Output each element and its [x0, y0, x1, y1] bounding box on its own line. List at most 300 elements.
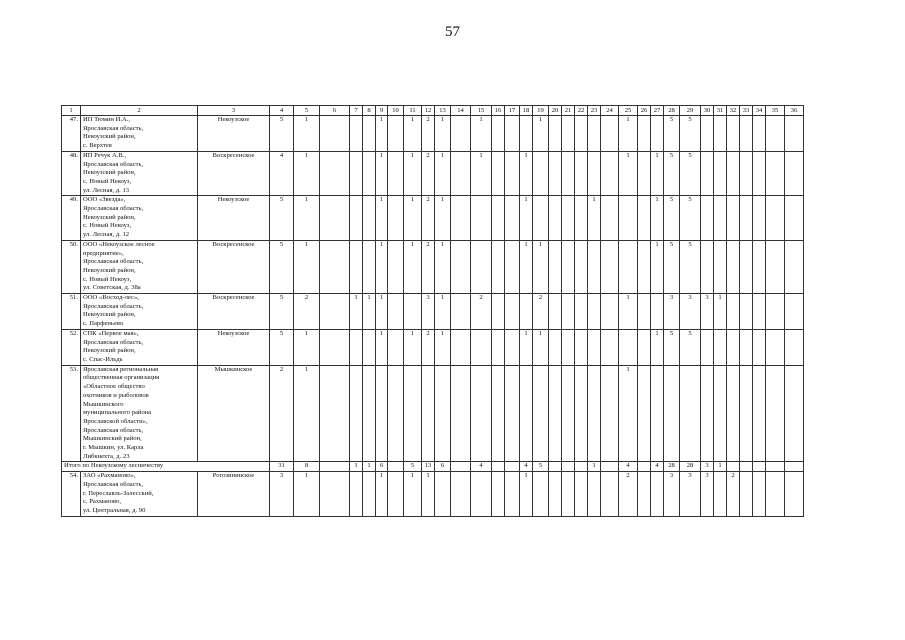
value-cell — [451, 240, 471, 293]
value-cell — [350, 329, 363, 365]
value-cell: 1 — [533, 240, 549, 293]
organization-cell — [81, 151, 198, 196]
value-cell: 2 — [270, 365, 294, 462]
value-cell: 1 — [376, 472, 388, 517]
organization-line: Некоузский район, — [83, 311, 136, 319]
value-cell — [388, 472, 404, 517]
value-cell: 1 — [376, 116, 388, 152]
district-cell: Рогозининское — [198, 472, 270, 517]
value-cell: 1 — [619, 116, 638, 152]
row-number: 48. — [62, 151, 81, 196]
header-cell: 35 — [766, 106, 785, 116]
value-cell — [422, 365, 435, 462]
value-cell: 2 — [422, 116, 435, 152]
value-cell: 1 — [363, 294, 376, 330]
value-cell — [753, 329, 766, 365]
organization-line: с. Рахманово, — [83, 498, 122, 506]
value-cell: 2 — [422, 151, 435, 196]
value-cell: 1 — [435, 151, 451, 196]
value-cell — [471, 329, 492, 365]
value-cell — [575, 240, 588, 293]
header-cell: 20 — [549, 106, 562, 116]
value-cell — [701, 329, 714, 365]
value-cell: 1 — [294, 240, 320, 293]
header-cell: 31 — [714, 106, 727, 116]
value-cell — [492, 116, 505, 152]
header-cell: 8 — [363, 106, 376, 116]
value-cell: 2 — [422, 329, 435, 365]
table-row — [62, 365, 804, 462]
value-cell — [562, 365, 575, 462]
value-cell: 1 — [294, 196, 320, 241]
value-cell — [388, 365, 404, 462]
district-cell: Некоузское — [198, 196, 270, 241]
value-cell: 4 — [270, 151, 294, 196]
value-cell: 1 — [404, 472, 422, 517]
value-cell: 1 — [404, 196, 422, 241]
value-cell: 5 — [270, 116, 294, 152]
value-cell — [492, 240, 505, 293]
header-row — [62, 106, 804, 116]
value-cell — [638, 151, 651, 196]
value-cell: 1 — [294, 472, 320, 517]
value-cell — [766, 462, 785, 472]
organization-line: охотников и рыболовов — [83, 391, 149, 399]
value-cell: 1 — [520, 472, 533, 517]
value-cell — [363, 151, 376, 196]
value-cell — [727, 329, 740, 365]
value-cell — [320, 294, 350, 330]
value-cell: 1 — [471, 151, 492, 196]
value-cell — [492, 365, 505, 462]
value-cell — [588, 329, 601, 365]
value-cell — [740, 151, 753, 196]
row-number: 51. — [62, 294, 81, 330]
organization-line: «Областное общество — [83, 383, 145, 391]
value-cell — [350, 151, 363, 196]
district-cell: Мышкинское — [198, 365, 270, 462]
organization-line: ИП Речук А.В., — [83, 151, 127, 159]
value-cell: 28 — [664, 462, 680, 472]
value-cell: 5 — [664, 151, 680, 196]
header-cell: 30 — [701, 106, 714, 116]
value-cell — [766, 329, 785, 365]
value-cell — [451, 329, 471, 365]
value-cell — [533, 151, 549, 196]
value-cell — [638, 472, 651, 517]
value-cell: 1 — [294, 151, 320, 196]
value-cell — [753, 472, 766, 517]
organization-line: муниципального района — [83, 409, 152, 417]
header-cell: 18 — [520, 106, 533, 116]
value-cell — [727, 151, 740, 196]
value-cell — [363, 365, 376, 462]
value-cell — [785, 240, 804, 293]
value-cell — [451, 116, 471, 152]
organization-line: г. Переславль-Залесский, — [83, 489, 154, 497]
value-cell — [575, 329, 588, 365]
value-cell — [363, 472, 376, 517]
value-cell — [562, 294, 575, 330]
value-cell — [575, 365, 588, 462]
organization-line: с. Верхтея — [83, 142, 112, 150]
organization-line: ул. Центральная, д. 90 — [83, 506, 146, 514]
value-cell — [562, 329, 575, 365]
organization-cell — [81, 365, 198, 462]
organization-line: Некоузский район, — [83, 266, 136, 274]
header-cell: 10 — [388, 106, 404, 116]
value-cell — [588, 365, 601, 462]
value-cell — [785, 472, 804, 517]
table-row — [62, 240, 804, 293]
value-cell — [753, 196, 766, 241]
value-cell — [588, 151, 601, 196]
value-cell — [549, 151, 562, 196]
value-cell: 1 — [363, 462, 376, 472]
value-cell: 1 — [422, 472, 435, 517]
table-row — [62, 294, 804, 330]
header-cell: 34 — [753, 106, 766, 116]
header-cell: 23 — [588, 106, 601, 116]
value-cell: 5 — [664, 196, 680, 241]
value-cell — [549, 196, 562, 241]
row-number: 49. — [62, 196, 81, 241]
row-number: 53. — [62, 365, 81, 462]
value-cell — [651, 365, 664, 462]
value-cell: 1 — [435, 329, 451, 365]
organization-cell — [81, 116, 198, 152]
value-cell: 5 — [270, 329, 294, 365]
value-cell — [320, 196, 350, 241]
organization-line: ул. Лесная, д. 12 — [83, 231, 130, 239]
value-cell: 2 — [422, 240, 435, 293]
value-cell: 1 — [294, 365, 320, 462]
header-cell: 13 — [435, 106, 451, 116]
value-cell: 5 — [270, 294, 294, 330]
value-cell — [505, 151, 520, 196]
value-cell — [562, 196, 575, 241]
value-cell — [575, 196, 588, 241]
organization-line: ИП Тюмин И.А., — [83, 116, 131, 123]
header-cell: 16 — [492, 106, 505, 116]
value-cell — [575, 116, 588, 152]
value-cell — [785, 294, 804, 330]
value-cell: 3 — [422, 294, 435, 330]
header-cell: 3 — [198, 106, 270, 116]
value-cell — [520, 365, 533, 462]
header-cell: 21 — [562, 106, 575, 116]
organization-line: Некоузский район, — [83, 169, 136, 177]
value-cell: 1 — [533, 116, 549, 152]
value-cell — [505, 365, 520, 462]
value-cell: 3 — [701, 472, 714, 517]
organization-line: с. Спас-Ильдь — [83, 355, 123, 363]
value-cell: 2 — [533, 294, 549, 330]
value-cell — [505, 240, 520, 293]
value-cell — [435, 365, 451, 462]
value-cell — [785, 365, 804, 462]
value-cell: 1 — [404, 329, 422, 365]
value-cell — [664, 365, 680, 462]
value-cell — [471, 196, 492, 241]
header-cell: 28 — [664, 106, 680, 116]
table-row — [62, 196, 804, 241]
value-cell: 1 — [435, 116, 451, 152]
value-cell — [740, 116, 753, 152]
value-cell: 5 — [664, 329, 680, 365]
value-cell — [388, 196, 404, 241]
value-cell — [740, 329, 753, 365]
value-cell — [766, 472, 785, 517]
organization-line: предприятие», — [83, 249, 124, 257]
value-cell — [601, 151, 619, 196]
value-cell: 1 — [619, 151, 638, 196]
value-cell — [388, 240, 404, 293]
value-cell — [601, 116, 619, 152]
value-cell: 5 — [404, 462, 422, 472]
value-cell — [766, 365, 785, 462]
value-cell: 1 — [588, 196, 601, 241]
value-cell: 1 — [404, 151, 422, 196]
value-cell — [714, 329, 727, 365]
header-cell: 2 — [81, 106, 198, 116]
organization-cell — [81, 294, 198, 330]
value-cell — [505, 472, 520, 517]
value-cell — [740, 196, 753, 241]
value-cell — [766, 294, 785, 330]
value-cell — [601, 472, 619, 517]
value-cell — [785, 116, 804, 152]
value-cell — [404, 365, 422, 462]
value-cell — [562, 462, 575, 472]
value-cell: 2 — [294, 294, 320, 330]
value-cell: 4 — [520, 462, 533, 472]
value-cell — [753, 365, 766, 462]
value-cell — [785, 329, 804, 365]
value-cell — [638, 462, 651, 472]
value-cell — [714, 240, 727, 293]
value-cell: 1 — [376, 240, 388, 293]
header-cell: 17 — [505, 106, 520, 116]
value-cell: 3 — [680, 294, 701, 330]
value-cell — [363, 196, 376, 241]
value-cell: 2 — [619, 472, 638, 517]
value-cell — [601, 240, 619, 293]
value-cell — [533, 472, 549, 517]
value-cell — [520, 116, 533, 152]
value-cell — [601, 365, 619, 462]
value-cell — [533, 196, 549, 241]
header-cell: 33 — [740, 106, 753, 116]
value-cell — [651, 472, 664, 517]
value-cell — [451, 196, 471, 241]
value-cell — [575, 294, 588, 330]
value-cell: 3 — [680, 472, 701, 517]
value-cell: 13 — [422, 462, 435, 472]
value-cell — [701, 116, 714, 152]
value-cell — [619, 196, 638, 241]
organization-line: Мышкинского — [83, 400, 124, 408]
organization-line: с. Новый Некоуз, — [83, 222, 132, 230]
value-cell — [753, 116, 766, 152]
value-cell — [575, 472, 588, 517]
value-cell — [562, 116, 575, 152]
organization-line: Ярославская область, — [83, 124, 144, 132]
organization-line: Ярославская область, — [83, 258, 144, 266]
value-cell: 1 — [350, 462, 363, 472]
header-cell: 32 — [727, 106, 740, 116]
value-cell: 1 — [294, 116, 320, 152]
organization-line: Ярославской области», — [83, 417, 148, 425]
value-cell: 5 — [270, 240, 294, 293]
value-cell — [350, 196, 363, 241]
value-cell — [549, 116, 562, 152]
header-cell: 26 — [638, 106, 651, 116]
value-cell — [638, 329, 651, 365]
organization-line: Некоузский район, — [83, 213, 136, 221]
value-cell — [320, 151, 350, 196]
header-cell: 6 — [320, 106, 350, 116]
value-cell — [619, 329, 638, 365]
value-cell — [350, 116, 363, 152]
value-cell — [753, 294, 766, 330]
value-cell — [766, 116, 785, 152]
value-cell: 4 — [651, 462, 664, 472]
row-number: 50. — [62, 240, 81, 293]
value-cell — [451, 365, 471, 462]
value-cell — [404, 294, 422, 330]
value-cell: 1 — [714, 294, 727, 330]
header-cell: 12 — [422, 106, 435, 116]
value-cell — [638, 365, 651, 462]
value-cell: 1 — [714, 462, 727, 472]
value-cell — [601, 329, 619, 365]
value-cell — [492, 294, 505, 330]
value-cell: 31 — [270, 462, 294, 472]
value-cell — [588, 240, 601, 293]
value-cell — [785, 151, 804, 196]
value-cell: 2 — [727, 472, 740, 517]
value-cell — [588, 472, 601, 517]
district-cell: Некоузское — [198, 116, 270, 152]
organization-line: Ярославская региональная — [83, 365, 159, 373]
value-cell — [575, 151, 588, 196]
value-cell: 1 — [651, 196, 664, 241]
value-cell — [492, 196, 505, 241]
value-cell — [562, 151, 575, 196]
value-cell — [549, 294, 562, 330]
organization-line: Мышкинский район, — [83, 435, 142, 443]
value-cell — [740, 365, 753, 462]
organization-cell — [81, 196, 198, 241]
value-cell — [766, 196, 785, 241]
value-cell — [363, 329, 376, 365]
value-cell — [714, 196, 727, 241]
value-cell — [727, 294, 740, 330]
value-cell: 3 — [270, 472, 294, 517]
organization-line: ул. Советская, д. 38а — [83, 284, 141, 292]
value-cell — [701, 196, 714, 241]
header-cell: 27 — [651, 106, 664, 116]
header-cell: 9 — [376, 106, 388, 116]
value-cell — [505, 294, 520, 330]
organization-line: общественная организация — [83, 374, 160, 382]
value-cell — [638, 196, 651, 241]
value-cell — [492, 151, 505, 196]
table-row — [62, 116, 804, 152]
value-cell — [505, 462, 520, 472]
organization-line: ООО «Некоузское лесное — [83, 240, 155, 248]
row-number: 52. — [62, 329, 81, 365]
value-cell — [766, 151, 785, 196]
header-cell: 24 — [601, 106, 619, 116]
organization-line: ООО «Восход-лес», — [83, 294, 139, 302]
organization-line: ул. Лесная, д. 13 — [83, 186, 130, 194]
value-cell: 5 — [680, 240, 701, 293]
value-cell — [363, 240, 376, 293]
value-cell: 5 — [664, 116, 680, 152]
value-cell — [320, 116, 350, 152]
value-cell: 1 — [404, 116, 422, 152]
header-cell: 11 — [404, 106, 422, 116]
value-cell — [320, 472, 350, 517]
value-cell: 3 — [701, 462, 714, 472]
value-cell — [727, 365, 740, 462]
value-cell — [492, 472, 505, 517]
value-cell — [320, 329, 350, 365]
value-cell — [785, 462, 804, 472]
value-cell: 5 — [680, 151, 701, 196]
header-cell: 22 — [575, 106, 588, 116]
value-cell: 1 — [520, 196, 533, 241]
header-cell: 14 — [451, 106, 471, 116]
value-cell — [388, 462, 404, 472]
total-label: Итого по Некоузскому лесничеству — [62, 462, 270, 472]
organization-line: Некоузский район, — [83, 347, 136, 355]
value-cell — [575, 462, 588, 472]
value-cell — [562, 240, 575, 293]
value-cell — [451, 462, 471, 472]
value-cell — [492, 329, 505, 365]
value-cell — [350, 240, 363, 293]
value-cell — [549, 329, 562, 365]
header-cell: 5 — [294, 106, 320, 116]
value-cell: 1 — [651, 240, 664, 293]
value-cell — [638, 240, 651, 293]
value-cell: 1 — [350, 294, 363, 330]
district-cell: Воскресенское — [198, 294, 270, 330]
value-cell: 6 — [435, 462, 451, 472]
header-cell: 4 — [270, 106, 294, 116]
value-cell: 1 — [651, 151, 664, 196]
organization-cell — [81, 240, 198, 293]
header-cell: 29 — [680, 106, 701, 116]
value-cell — [505, 329, 520, 365]
value-cell — [601, 294, 619, 330]
value-cell — [727, 196, 740, 241]
value-cell — [753, 462, 766, 472]
value-cell — [740, 294, 753, 330]
value-cell — [451, 472, 471, 517]
total-row — [62, 462, 804, 472]
value-cell: 1 — [294, 329, 320, 365]
value-cell — [388, 294, 404, 330]
header-cell: 25 — [619, 106, 638, 116]
organization-line: Ярославская область, — [83, 426, 144, 434]
organization-line: с. Новый Некоуз, — [83, 177, 132, 185]
organization-line: Либкнехта, д. 23 — [83, 452, 130, 460]
page-number: 57 — [445, 24, 460, 40]
